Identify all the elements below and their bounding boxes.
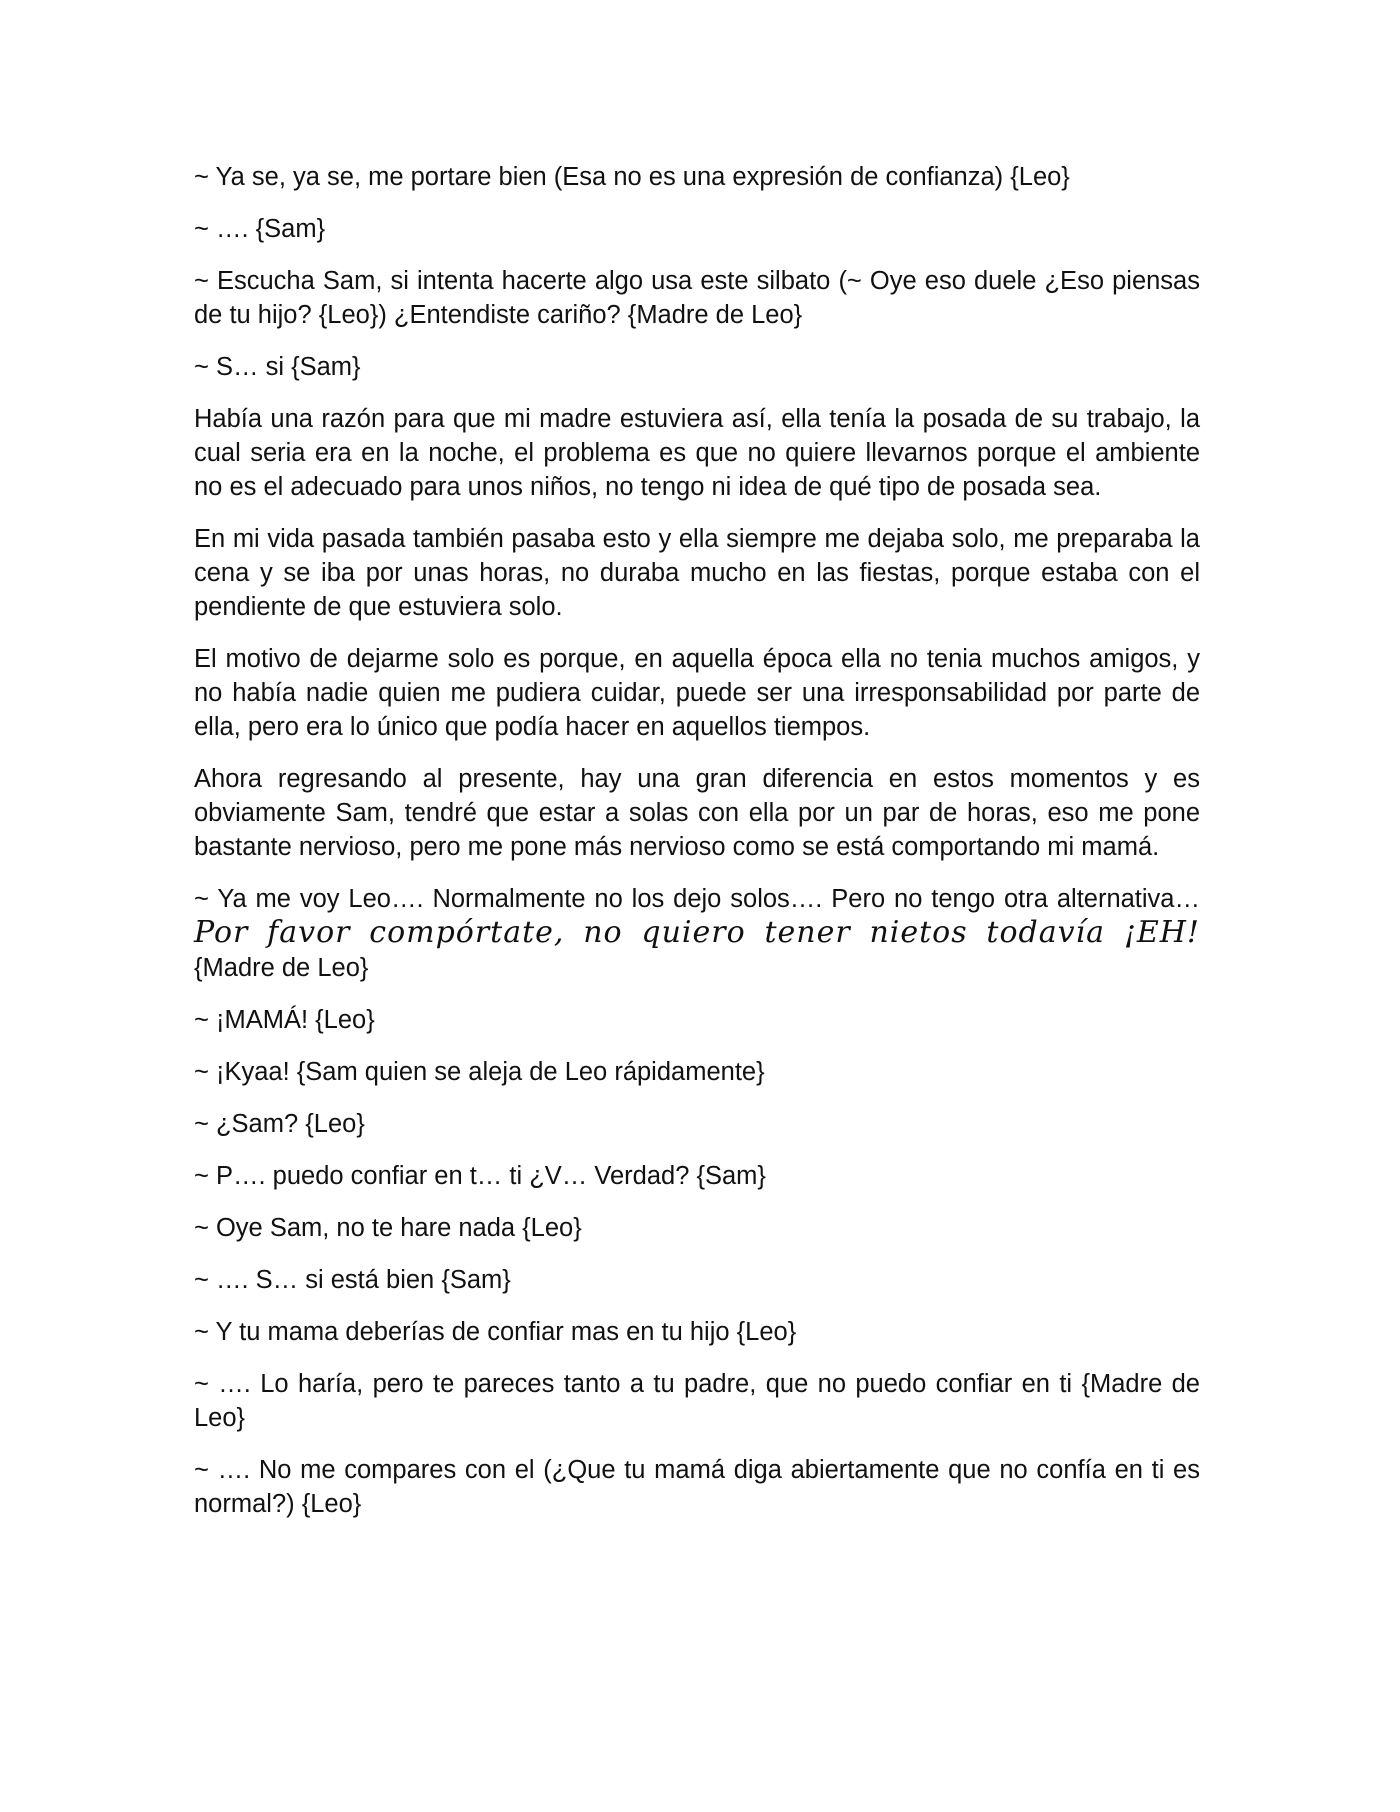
narration-paragraph: Había una razón para que mi madre estuviera así, ella tenía la posada de su trabajo, la cual seria era en la noche, el problema es que no quiere llevarnos porque el ambiente no es el adecuado para unos niños, no tengo ni idea de qué tipo de posada sea. <box>194 405 1200 501</box>
document-page <box>194 160 1200 1539</box>
handwritten-text: Por favor compórtate, no quiero tener nietos todavía ¡EH! <box>194 915 1200 950</box>
dialogue-line: ~ …. Lo haría, pero te pareces tanto a tu padre, que no puedo confiar en ti {Madre de Leo} <box>194 1370 1200 1432</box>
dialogue-line: ~ Ya se, ya se, me portare bien (Esa no es una expresión de confianza) {Leo} <box>194 163 1070 191</box>
dialogue-text: ~ Ya me voy Leo…. Normalmente no los dejo solos…. Pero no tengo otra alternativa… <box>194 885 1200 913</box>
speaker-tag: {Madre de Leo} <box>194 954 369 982</box>
dialogue-line: ~ P…. puedo confiar en t… ti ¿V… Verdad? {Sam} <box>194 1162 766 1190</box>
dialogue-line: ~ …. No me compares con el (¿Que tu mamá diga abiertamente que no confía en ti es normal?) {Leo} <box>194 1456 1200 1518</box>
dialogue-line: ~ Y tu mama deberías de confiar mas en tu hijo {Leo} <box>194 1318 797 1346</box>
dialogue-line: ~ …. {Sam} <box>194 215 326 243</box>
dialogue-line: ~ ¡MAMÁ! {Leo} <box>194 1006 375 1034</box>
dialogue-line: ~ Oye Sam, no te hare nada {Leo} <box>194 1214 582 1242</box>
narration-paragraph: El motivo de dejarme solo es porque, en aquella época ella no tenia muchos amigos, y no había nadie quien me pudiera cuidar, puede ser una irresponsabilidad por parte de ella, pero era lo único que podía hacer en aquellos tiempos. <box>194 645 1200 741</box>
dialogue-line-with-handwriting <box>194 882 1200 985</box>
narration-paragraph: En mi vida pasada también pasaba esto y ella siempre me dejaba solo, me preparaba la cena y se iba por unas horas, no duraba mucho en las fiestas, porque estaba con el pendiente de que estuviera solo. <box>194 525 1200 621</box>
dialogue-line: ~ S… si {Sam} <box>194 353 361 381</box>
dialogue-line: ~ …. S… si está bien {Sam} <box>194 1266 511 1294</box>
dialogue-line: ~ ¿Sam? {Leo} <box>194 1110 365 1138</box>
dialogue-line: ~ Escucha Sam, si intenta hacerte algo usa este silbato (~ Oye eso duele ¿Eso piensas de tu hijo? {Leo}) ¿Entendiste cariño? {Madre de Leo} <box>194 267 1200 329</box>
narration-paragraph: Ahora regresando al presente, hay una gran diferencia en estos momentos y es obviamente Sam, tendré que estar a solas con ella por un par de horas, eso me pone bastante nervioso, pero me pone más nervioso como se está comportando mi mamá. <box>194 765 1200 861</box>
dialogue-line: ~ ¡Kyaa! {Sam quien se aleja de Leo rápidamente} <box>194 1058 765 1086</box>
